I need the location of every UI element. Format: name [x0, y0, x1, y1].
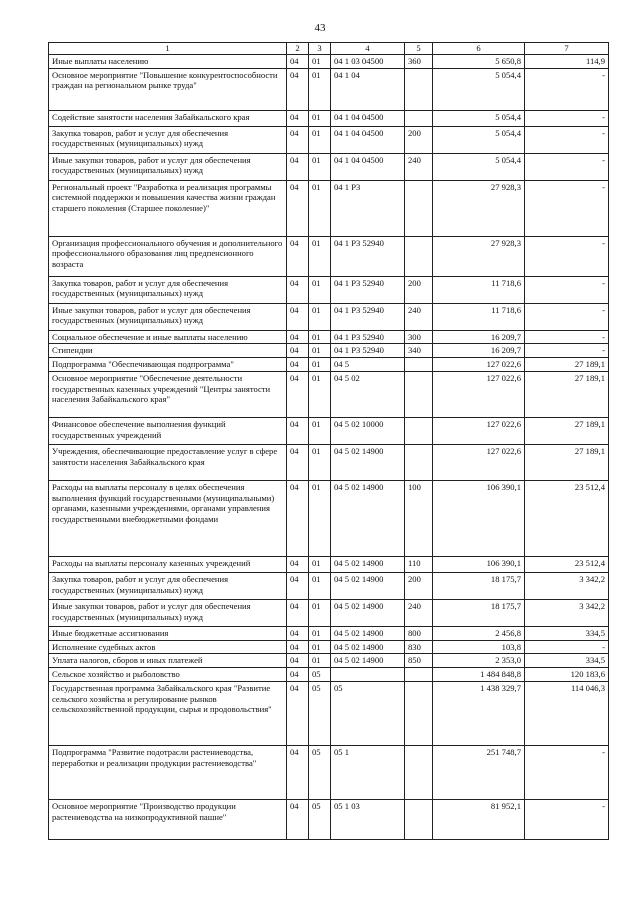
table-row [49, 668, 609, 682]
subsection-code-cell: 01 [309, 236, 331, 276]
section-code-cell: 04 [287, 180, 309, 236]
table-row [49, 640, 609, 654]
header-cell: 1 [49, 43, 287, 55]
amount-cell: 81 952,1 [433, 799, 525, 839]
table-row [49, 276, 609, 303]
table-row [49, 480, 609, 556]
amount-cell: 127 022,6 [433, 417, 525, 444]
subvention-amount-cell: - [525, 640, 609, 654]
amount-cell: 1 438 329,7 [433, 681, 525, 745]
row-name-cell: Иные бюджетные ассигнования [49, 626, 287, 640]
section-code-cell: 04 [287, 572, 309, 599]
row-name-cell: Подпрограмма "Обеспечивающая подпрограмма" [49, 358, 287, 372]
subvention-amount-cell: 334,5 [525, 626, 609, 640]
section-code-cell: 04 [287, 480, 309, 556]
section-code-cell: 04 [287, 110, 309, 126]
table-row [49, 572, 609, 599]
expense-type-cell: 340 [405, 344, 433, 358]
amount-cell: 127 022,6 [433, 444, 525, 480]
target-article-cell: 04 1 P3 52940 [331, 344, 405, 358]
table-row [49, 236, 609, 276]
subsection-code-cell: 01 [309, 444, 331, 480]
table-row [49, 68, 609, 110]
target-article-cell: 04 1 04 04500 [331, 110, 405, 126]
amount-cell: 2 456,8 [433, 626, 525, 640]
subvention-amount-cell: 3 342,2 [525, 572, 609, 599]
expense-type-cell: 300 [405, 330, 433, 344]
header-cell: 2 [287, 43, 309, 55]
row-name-cell: Содействие занятости населения Забайкальского края [49, 110, 287, 126]
row-name-cell: Расходы на выплаты персоналу в целях обеспечения выполнения функций государственными (муниципальными) органами, казенными учреждениями, органами управления государственными внебюджетными фондами [49, 480, 287, 556]
row-name-cell: Иные закупки товаров, работ и услуг для обеспечения государственных (муниципальных) нужд [49, 599, 287, 626]
target-article-cell: 04 5 02 14900 [331, 572, 405, 599]
target-article-cell: 04 5 02 14900 [331, 654, 405, 668]
target-article-cell: 04 5 02 14900 [331, 626, 405, 640]
amount-cell: 127 022,6 [433, 371, 525, 417]
subsection-code-cell: 01 [309, 330, 331, 344]
row-name-cell: Иные закупки товаров, работ и услуг для обеспечения государственных (муниципальных) нужд [49, 153, 287, 180]
subvention-amount-cell: - [525, 276, 609, 303]
expense-type-cell: 100 [405, 480, 433, 556]
expense-type-cell: 200 [405, 276, 433, 303]
target-article-cell: 05 1 [331, 745, 405, 799]
subsection-code-cell: 01 [309, 371, 331, 417]
section-code-cell: 04 [287, 681, 309, 745]
amount-cell: 127 022,6 [433, 358, 525, 372]
subvention-amount-cell: - [525, 68, 609, 110]
target-article-cell: 04 1 P3 52940 [331, 330, 405, 344]
subvention-amount-cell: 27 189,1 [525, 417, 609, 444]
table-row [49, 799, 609, 839]
section-code-cell: 04 [287, 626, 309, 640]
subsection-code-cell: 01 [309, 556, 331, 572]
row-name-cell: Финансовое обеспечение выполнения функций государственных учреждений [49, 417, 287, 444]
target-article-cell: 04 1 04 04500 [331, 153, 405, 180]
section-code-cell: 04 [287, 799, 309, 839]
header-cell: 4 [331, 43, 405, 55]
subvention-amount-cell: 27 189,1 [525, 358, 609, 372]
amount-cell: 5 054,4 [433, 153, 525, 180]
target-article-cell [331, 668, 405, 682]
subsection-code-cell: 01 [309, 110, 331, 126]
row-name-cell: Региональный проект "Разработка и реализация программы системной поддержки и повышения качества жизни граждан старшего поколения (Старшее поколение)" [49, 180, 287, 236]
table-row [49, 330, 609, 344]
section-code-cell: 04 [287, 745, 309, 799]
subvention-amount-cell: - [525, 153, 609, 180]
subsection-code-cell: 01 [309, 180, 331, 236]
target-article-cell: 04 1 P3 [331, 180, 405, 236]
row-name-cell: Закупка товаров, работ и услуг для обеспечения государственных (муниципальных) нужд [49, 572, 287, 599]
row-name-cell: Исполнение судебных актов [49, 640, 287, 654]
target-article-cell: 05 1 03 [331, 799, 405, 839]
subsection-code-cell: 01 [309, 626, 331, 640]
target-article-cell: 04 5 02 14900 [331, 640, 405, 654]
section-code-cell: 04 [287, 556, 309, 572]
target-article-cell: 05 [331, 681, 405, 745]
subvention-amount-cell: 114 046,3 [525, 681, 609, 745]
expense-type-cell [405, 681, 433, 745]
section-code-cell: 04 [287, 640, 309, 654]
table-row [49, 358, 609, 372]
section-code-cell: 04 [287, 330, 309, 344]
section-code-cell: 04 [287, 68, 309, 110]
table-row [49, 626, 609, 640]
section-code-cell: 04 [287, 303, 309, 330]
row-name-cell: Основное мероприятие "Производство продукции растениеводства на низкопродуктивной пашне" [49, 799, 287, 839]
subsection-code-cell: 01 [309, 68, 331, 110]
section-code-cell: 04 [287, 55, 309, 69]
subvention-amount-cell: - [525, 180, 609, 236]
subsection-code-cell: 01 [309, 640, 331, 654]
amount-cell: 106 390,1 [433, 556, 525, 572]
expense-type-cell [405, 444, 433, 480]
row-name-cell: Расходы на выплаты персоналу казенных учреждений [49, 556, 287, 572]
subvention-amount-cell: - [525, 745, 609, 799]
budget-table [48, 42, 609, 840]
header-cell: 3 [309, 43, 331, 55]
expense-type-cell [405, 371, 433, 417]
amount-cell: 251 748,7 [433, 745, 525, 799]
table-row [49, 180, 609, 236]
subvention-amount-cell: - [525, 344, 609, 358]
amount-cell: 2 353,0 [433, 654, 525, 668]
subsection-code-cell: 01 [309, 344, 331, 358]
header-cell: 6 [433, 43, 525, 55]
table-row [49, 303, 609, 330]
subvention-amount-cell: - [525, 236, 609, 276]
subvention-amount-cell: - [525, 110, 609, 126]
subsection-code-cell: 01 [309, 55, 331, 69]
row-name-cell: Основное мероприятие "Повышение конкурентоспособности граждан на региональном рынке труда" [49, 68, 287, 110]
expense-type-cell: 200 [405, 572, 433, 599]
row-name-cell: Учреждения, обеспечивающие предоставление услуг в сфере занятости населения Забайкальского края [49, 444, 287, 480]
expense-type-cell [405, 417, 433, 444]
table-row [49, 681, 609, 745]
expense-type-cell [405, 358, 433, 372]
header-cell: 5 [405, 43, 433, 55]
expense-type-cell: 110 [405, 556, 433, 572]
row-name-cell: Иные закупки товаров, работ и услуг для обеспечения государственных (муниципальных) нужд [49, 303, 287, 330]
expense-type-cell [405, 668, 433, 682]
target-article-cell: 04 1 04 04500 [331, 126, 405, 153]
expense-type-cell [405, 236, 433, 276]
header-row [49, 43, 609, 55]
subsection-code-cell: 01 [309, 153, 331, 180]
row-name-cell: Закупка товаров, работ и услуг для обеспечения государственных (муниципальных) нужд [49, 126, 287, 153]
amount-cell: 16 209,7 [433, 344, 525, 358]
amount-cell: 5 650,8 [433, 55, 525, 69]
expense-type-cell [405, 745, 433, 799]
subvention-amount-cell: 334,5 [525, 654, 609, 668]
subvention-amount-cell: 3 342,2 [525, 599, 609, 626]
section-code-cell: 04 [287, 344, 309, 358]
expense-type-cell: 830 [405, 640, 433, 654]
expense-type-cell: 240 [405, 599, 433, 626]
subsection-code-cell: 01 [309, 126, 331, 153]
section-code-cell: 04 [287, 236, 309, 276]
row-name-cell: Подпрограмма "Развитие подотрасли растениеводства, переработки и реализации продукции растениеводства" [49, 745, 287, 799]
expense-type-cell: 240 [405, 153, 433, 180]
target-article-cell: 04 1 03 04500 [331, 55, 405, 69]
subsection-code-cell: 05 [309, 745, 331, 799]
expense-type-cell: 240 [405, 303, 433, 330]
row-name-cell: Стипендии [49, 344, 287, 358]
expense-type-cell [405, 68, 433, 110]
row-name-cell: Основное мероприятие "Обеспечение деятельности государственных казенных учреждений "Центры занятости населения Забайкальского края" [49, 371, 287, 417]
row-name-cell: Уплата налогов, сборов и иных платежей [49, 654, 287, 668]
subvention-amount-cell: 120 183,6 [525, 668, 609, 682]
subvention-amount-cell: 27 189,1 [525, 444, 609, 480]
target-article-cell: 04 5 02 10000 [331, 417, 405, 444]
table-row [49, 55, 609, 69]
page-number: 43 [314, 22, 326, 34]
subvention-amount-cell: - [525, 330, 609, 344]
subvention-amount-cell: - [525, 126, 609, 153]
target-article-cell: 04 1 P3 52940 [331, 276, 405, 303]
subvention-amount-cell: 27 189,1 [525, 371, 609, 417]
amount-cell: 5 054,4 [433, 68, 525, 110]
expense-type-cell: 800 [405, 626, 433, 640]
section-code-cell: 04 [287, 417, 309, 444]
expense-type-cell: 850 [405, 654, 433, 668]
table-row [49, 110, 609, 126]
table-row [49, 344, 609, 358]
subvention-amount-cell: 23 512,4 [525, 556, 609, 572]
target-article-cell: 04 5 02 14900 [331, 599, 405, 626]
subsection-code-cell: 05 [309, 681, 331, 745]
row-name-cell: Государственная программа Забайкальского края "Развитие сельского хозяйства и регулирование рынков сельскохозяйственной продукции, сырья и продовольствия" [49, 681, 287, 745]
expense-type-cell: 360 [405, 55, 433, 69]
subvention-amount-cell: 114,9 [525, 55, 609, 69]
section-code-cell: 04 [287, 444, 309, 480]
target-article-cell: 04 1 04 [331, 68, 405, 110]
table-row [49, 371, 609, 417]
amount-cell: 103,8 [433, 640, 525, 654]
amount-cell: 18 175,7 [433, 572, 525, 599]
subsection-code-cell: 01 [309, 358, 331, 372]
subsection-code-cell: 01 [309, 599, 331, 626]
section-code-cell: 04 [287, 153, 309, 180]
subsection-code-cell: 01 [309, 572, 331, 599]
section-code-cell: 04 [287, 276, 309, 303]
table-row [49, 126, 609, 153]
amount-cell: 16 209,7 [433, 330, 525, 344]
row-name-cell: Сельское хозяйство и рыболовство [49, 668, 287, 682]
row-name-cell: Иные выплаты населению [49, 55, 287, 69]
table-row [49, 654, 609, 668]
table-row [49, 556, 609, 572]
subvention-amount-cell: 23 512,4 [525, 480, 609, 556]
amount-cell: 27 928,3 [433, 236, 525, 276]
subsection-code-cell: 05 [309, 668, 331, 682]
subsection-code-cell: 05 [309, 799, 331, 839]
row-name-cell: Закупка товаров, работ и услуг для обеспечения государственных (муниципальных) нужд [49, 276, 287, 303]
amount-cell: 1 484 848,8 [433, 668, 525, 682]
target-article-cell: 04 5 02 14900 [331, 444, 405, 480]
section-code-cell: 04 [287, 358, 309, 372]
expense-type-cell [405, 799, 433, 839]
expense-type-cell [405, 180, 433, 236]
table-row [49, 153, 609, 180]
target-article-cell: 04 5 [331, 358, 405, 372]
target-article-cell: 04 1 P3 52940 [331, 236, 405, 276]
table-row [49, 417, 609, 444]
section-code-cell: 04 [287, 668, 309, 682]
table-row [49, 444, 609, 480]
table-row [49, 599, 609, 626]
table-row [49, 745, 609, 799]
header-cell: 7 [525, 43, 609, 55]
row-name-cell: Организация профессионального обучения и дополнительного профессионального образования лиц предпенсионного возраста [49, 236, 287, 276]
expense-type-cell [405, 110, 433, 126]
subvention-amount-cell: - [525, 799, 609, 839]
amount-cell: 106 390,1 [433, 480, 525, 556]
section-code-cell: 04 [287, 126, 309, 153]
section-code-cell: 04 [287, 371, 309, 417]
amount-cell: 5 054,4 [433, 126, 525, 153]
target-article-cell: 04 5 02 14900 [331, 480, 405, 556]
section-code-cell: 04 [287, 599, 309, 626]
row-name-cell: Социальное обеспечение и иные выплаты населению [49, 330, 287, 344]
amount-cell: 11 718,6 [433, 276, 525, 303]
amount-cell: 27 928,3 [433, 180, 525, 236]
section-code-cell: 04 [287, 654, 309, 668]
subvention-amount-cell: - [525, 303, 609, 330]
target-article-cell: 04 1 P3 52940 [331, 303, 405, 330]
target-article-cell: 04 5 02 14900 [331, 556, 405, 572]
expense-type-cell: 200 [405, 126, 433, 153]
amount-cell: 11 718,6 [433, 303, 525, 330]
amount-cell: 18 175,7 [433, 599, 525, 626]
subsection-code-cell: 01 [309, 276, 331, 303]
subsection-code-cell: 01 [309, 480, 331, 556]
amount-cell: 5 054,4 [433, 110, 525, 126]
target-article-cell: 04 5 02 [331, 371, 405, 417]
subsection-code-cell: 01 [309, 303, 331, 330]
subsection-code-cell: 01 [309, 654, 331, 668]
subsection-code-cell: 01 [309, 417, 331, 444]
